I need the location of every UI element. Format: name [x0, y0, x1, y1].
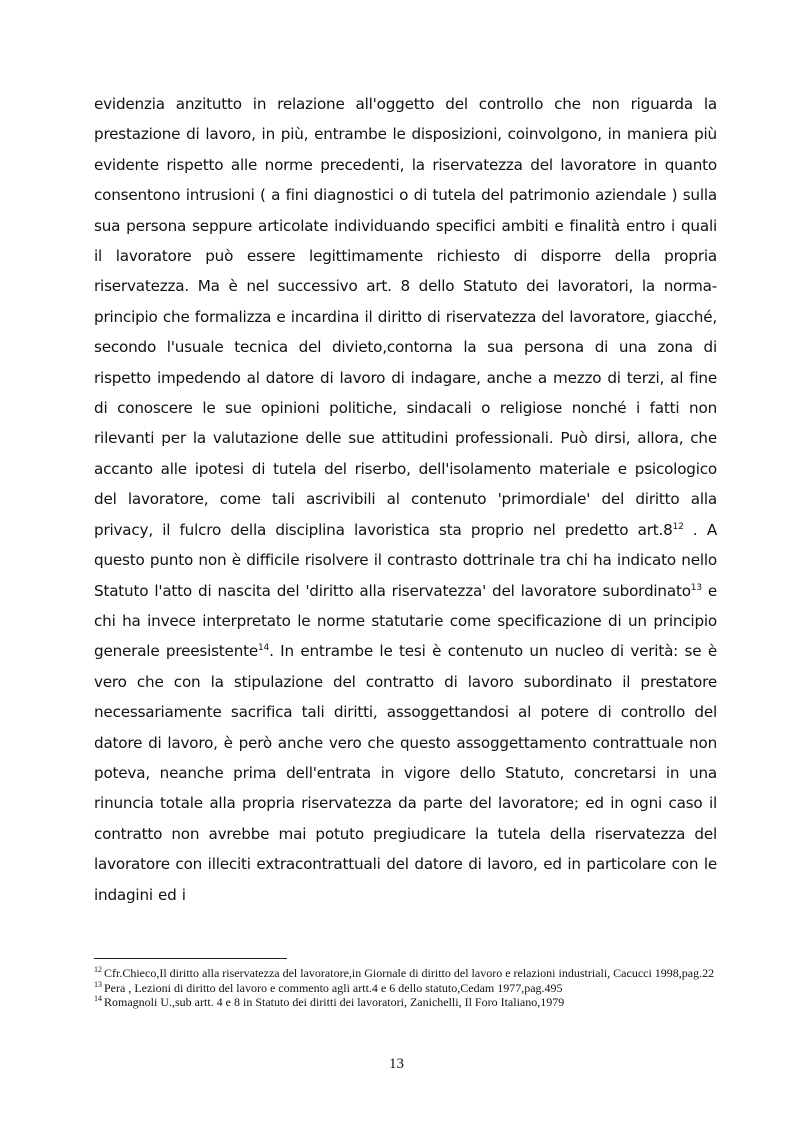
footnote-item — [94, 966, 724, 981]
footnote-text: Romagnoli U.,sub artt. 4 e 8 in Statuto dei diritti dei lavoratori, Zanichelli, Il Foro Italiano,1979 — [104, 995, 565, 1009]
footnote-separator — [94, 958, 287, 959]
paragraph-segment: . A questo punto non è difficile risolvere il contrasto dottrinale tra chi ha indicato nello Statuto l'atto di nascita del 'diritto alla riservatezza' del lavoratore subordinato — [94, 520, 718, 600]
paragraph-segment: e chi ha invece interpretato le norme statutarie come specificazione di un principio generale preesistente — [94, 581, 717, 661]
footnotes-section — [94, 966, 724, 1010]
footnote-number: 12 — [94, 965, 102, 974]
footnote-number: 13 — [94, 979, 102, 989]
footnote-reference[interactable]: 14 — [258, 643, 270, 654]
main-paragraph — [94, 89, 717, 910]
paragraph-segment: . In entrambe le tesi è contenuto un nucleo di verità: se è vero che con la stipulazione del contratto di lavoro subordinato il prestatore necessariamente sacrifica tali diritti, assoggettandosi al potere di controllo del datore di lavoro, è però anche vero che questo assoggettamento contrattuale non poteva, neanche prima dell'entrata in vigore dello Statuto, concretarsi in una rinuncia totale alla propria riservatezza da parte del lavoratore; ed in ogni caso il contratto non avrebbe mai potuto pregiudicare la tutela della riservatezza del lavoratore con illeciti extracontrattuali del datore di lavoro, ed in particolare con le indagini ed i — [94, 642, 717, 904]
footnote-text: Cfr.Chieco,Il diritto alla riservatezza del lavoratore,in Giornale di diritto del lavoro e relazioni industriali, Cacucci 1998,pag.22 — [104, 966, 715, 980]
footnote-text: Pera , Lezioni di diritto del lavoro e commento agli artt.4 e 6 dello statuto,Cedam 1977,pag.495 — [104, 980, 563, 995]
footnote-number: 14 — [94, 994, 102, 1003]
footnote-item — [94, 981, 724, 996]
page-number: 13 — [389, 1056, 404, 1072]
paragraph-segment: evidenzia anzitutto in relazione all'oggetto del controllo che non riguarda la prestazione di lavoro, in più, entrambe le disposizioni, coinvolgono, in maniera più evidente rispetto alle norme precedenti, la riservatezza del lavoratore in quanto consentono intrusioni ( a fini diagnostici o di tutela del patrimonio aziendale ) sulla sua persona seppure articolate individuando specifici ambiti e finalità entro i quali il lavoratore può essere legittimamente richiesto di disporre della propria riservatezza. Ma è nel successivo art. 8 dello Statuto dei lavoratori, la norma-principio che formalizza e incardina il diritto di riservatezza del lavoratore, giacché, secondo l'usuale tecnica del divieto,contorna la sua persona di una zona di rispetto impedendo al datore di lavoro di indagare, anche a mezzo di terzi, al fine di conoscere le sue opinioni politiche, sindacali o religiose nonché i fatti non rilevanti per la valutazione delle sue attitudini professionali. Può dirsi, allora, che accanto alle ipotesi di tutela del riserbo, dell'isolamento materiale e psicologico del lavoratore, come tali ascrivibili al contenuto 'primordiale' del diritto alla privacy, il fulcro della disciplina lavoristica sta proprio nel predetto art.8 — [94, 95, 717, 539]
footnote-reference[interactable]: 12 — [672, 521, 684, 532]
footnote-item — [94, 995, 724, 1010]
footnote-reference[interactable]: 13 — [690, 582, 702, 593]
